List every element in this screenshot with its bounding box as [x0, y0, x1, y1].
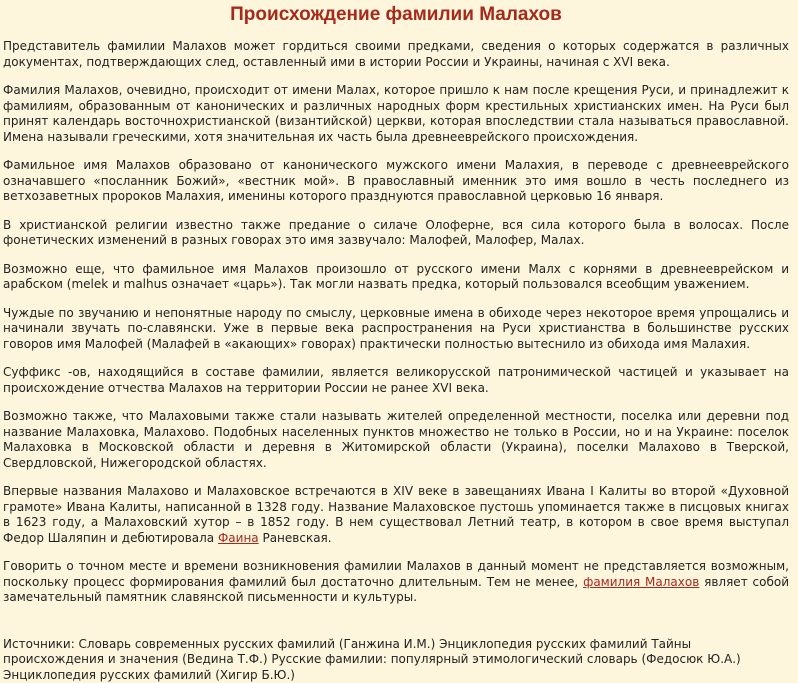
faina-link[interactable]: Фаина — [218, 531, 259, 545]
paragraph-malkh: Возможно еще, что фамильное имя Малахов произошло от русского имени Малх с корнями в древнееврейском и арабском (melek и malhus означает «царь»). Так могли назвать предка, который пользовался всеобщим уважением. — [3, 262, 789, 293]
paragraph-legend: В христианской религии известно также предание о силаче Олоферне, вся сила которого была в волосах. После фонетических изменений в разных говорах это имя зазвучало: Малофей, Малофер, Малах. — [3, 218, 789, 249]
conclusion-text-end: являет собой замечательный памятник славянской письменности и культуры. — [3, 575, 789, 605]
page-title: Происхождение фамилии Малахов — [3, 3, 789, 27]
sources: Источники: Словарь современных русских фамилий (Ганжина И.М.) Энциклопедия русских фамилий Тайны происхождения и значения (Ведина Т.Ф.) Русские фамилии: популярный этимологический словарь (Федосюк Ю.А.) Энциклопедия русских фамилий (Хигир Б.Ю.) — [3, 637, 789, 683]
paragraph-canonical-name: Фамильное имя Малахов образовано от канонического мужского имени Малахия, в переводе с древнееврейского означавшего «посланник Божий», «вестник мой». В православный именник это имя вошло в честь последнего из ветхозаветных пророков Малахия, именины которого празднуются православной церковью 16 января. — [3, 158, 789, 205]
paragraph-intro: Представитель фамилии Малахов может гордиться своими предками, сведения о которых содержатся в различных документах, подтверждающих след, оставленный ими в истории России и Украины, начиная с XVI века. — [3, 39, 789, 70]
paragraph-simplification: Чуждые по звучанию и непонятные народу по смыслу, церковные имена в обиходе через некоторое время упрощались и начинали звучать по-славянски. Уже в первые века распространения на Руси христианства в большинстве русских говоров имя Малофей (Малафей в «акающих» говорах) практически полностью вытеснило из обихода имя Малахия. — [3, 306, 789, 353]
surname-malakhov-link[interactable]: фамилия Малахов — [583, 575, 699, 589]
paragraph-suffix: Суффикс -ов, находящийся в составе фамилии, является великорусской патронимической частицей и указывает на происхождение отчества Малахов на территории России не ранее XVI века. — [3, 365, 789, 396]
history-text: Впервые названия Малахово и Малаховское встречаются в XIV веке в завещаниях Ивана I Калиты во второй «Духовной грамоте» Ивана Калиты, написанной в 1328 году. Название Малаховское пустошь упоминается также в писцовых книгах в 1623 году, а Малаховский хутор – в 1852 году. В нем существовал Летний театр, в котором в свое время выступал Федор Шаляпин и дебютировала — [3, 484, 789, 545]
paragraph-history — [3, 484, 789, 546]
paragraph-conclusion — [3, 559, 789, 606]
history-text-end: Раневская. — [259, 531, 332, 545]
paragraph-origin: Фамилия Малахов, очевидно, происходит от имени Малах, которое пришло к нам после крещения Руси, и принадлежит к фамилиям, образованным от канонических и различных народных форм крестильных христианских имен. На Руси был принят календарь восточнохристианской (византийской) церкви, которая впоследствии стала называться православной. Имена называли греческими, хотя значительная их часть была древнееврейского происхождения. — [3, 83, 789, 145]
conclusion-text: Говорить о точном месте и времени возникновения фамилии Малахов в данный момент не представляется возможным, поскольку процесс формирования фамилий был достаточно длительным. Тем не менее, — [3, 559, 789, 589]
paragraph-toponym: Возможно также, что Малаховыми также стали называть жителей определенной местности, поселка или деревни под название Малаховка, Малахово. Подобных населенных пунктов множество не только в России, но и на Украине: поселок Малаховка в Московской области и деревня в Житомирской области (Украина), поселки Малахово в Тверской, Свердловской, Нижегородской областях. — [3, 409, 789, 471]
